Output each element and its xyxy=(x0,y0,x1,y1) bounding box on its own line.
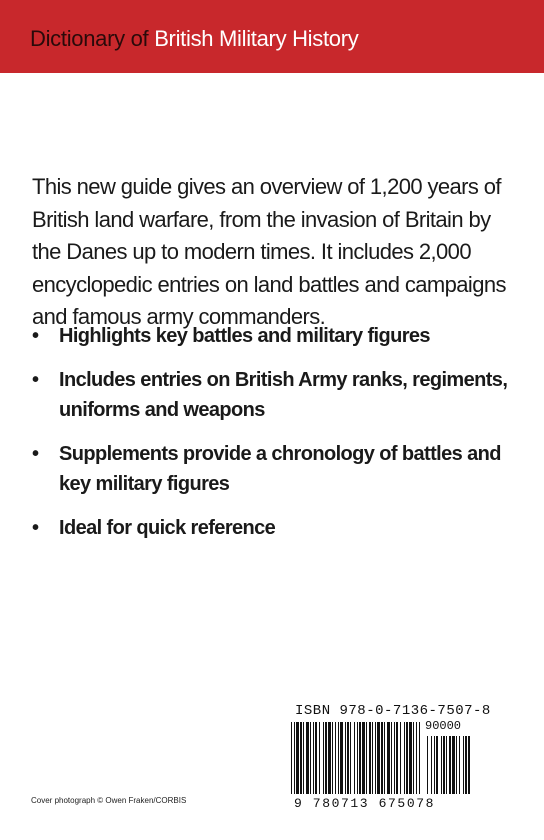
barcode-bar xyxy=(291,722,292,794)
feature-item xyxy=(32,321,512,351)
barcode-bar xyxy=(332,722,333,794)
barcode-bar xyxy=(391,722,392,794)
barcode-bar xyxy=(416,722,417,794)
feature-text: Supplements provide a chronology of battles and key military figures xyxy=(59,443,501,495)
barcode-bar xyxy=(313,722,314,794)
feature-text: Highlights key battles and military figures xyxy=(59,325,430,347)
barcode-bar xyxy=(319,722,320,794)
barcode-bar xyxy=(377,722,380,794)
addon-bar xyxy=(427,736,428,794)
price-code: 90000 xyxy=(425,719,462,733)
addon-bar xyxy=(436,736,438,794)
barcode-bar xyxy=(384,722,385,794)
addon-bar xyxy=(465,736,467,794)
photo-credit: Cover photograph © Owen Fraken/CORBIS xyxy=(31,796,187,805)
barcode-bar xyxy=(325,722,327,794)
isbn-label: ISBN 978-0-7136-7507-8 xyxy=(295,703,491,719)
barcode-bar xyxy=(306,722,309,794)
barcode-bar xyxy=(381,722,383,794)
barcode-bar xyxy=(300,722,302,794)
barcode-bar xyxy=(419,722,420,794)
book-title xyxy=(30,25,358,53)
barcode-bar xyxy=(413,722,414,794)
feature-item xyxy=(32,439,512,499)
addon-bar xyxy=(434,736,435,794)
barcode-bar xyxy=(396,722,398,794)
barcode-bar xyxy=(409,722,412,794)
bullet-icon: • xyxy=(32,325,39,347)
bullet-icon: • xyxy=(32,369,39,391)
feature-list xyxy=(32,321,512,557)
barcode-bar xyxy=(310,722,311,794)
addon-bar xyxy=(463,736,464,794)
barcode-bar xyxy=(406,722,408,794)
barcode-bar xyxy=(354,722,355,794)
addon-bar xyxy=(456,736,457,794)
book-description: This new guide gives an overview of 1,200 years of British land warfare, from the invasion of Britain by the Danes up to modern times. It includes 2,000 encyclopedic entries on land battles and campaigns and famous army commanders. xyxy=(32,174,506,329)
barcode-bar xyxy=(375,722,376,794)
addon-bar xyxy=(443,736,445,794)
barcode-bar xyxy=(328,722,331,794)
addon-bar xyxy=(449,736,451,794)
addon-bar xyxy=(441,736,442,794)
barcode-bar xyxy=(294,722,295,794)
barcode-bar xyxy=(315,722,317,794)
barcode-bar xyxy=(394,722,395,794)
barcode-bar xyxy=(387,722,390,794)
bullet-icon: • xyxy=(32,443,39,465)
title-main: British Military History xyxy=(154,26,359,51)
barcode-bar xyxy=(350,722,351,794)
barcode-bar xyxy=(345,722,346,794)
barcode-bar xyxy=(369,722,371,794)
feature-item xyxy=(32,513,512,543)
addon-bar xyxy=(446,736,447,794)
barcode-bar xyxy=(400,722,401,794)
title-banner xyxy=(0,0,544,73)
barcode-bar xyxy=(372,722,373,794)
barcode-bar xyxy=(303,722,304,794)
barcode-bar xyxy=(347,722,349,794)
barcode-bar xyxy=(362,722,365,794)
addon-bar xyxy=(431,736,432,794)
addon-bar xyxy=(468,736,470,794)
barcode-bar xyxy=(366,722,367,794)
feature-item xyxy=(32,365,512,425)
title-prefix: Dictionary of xyxy=(30,26,149,51)
addon-bar xyxy=(459,736,460,794)
barcode-bar xyxy=(340,722,343,794)
barcode-bar xyxy=(335,722,336,794)
bullet-icon: • xyxy=(32,517,39,539)
barcode-bar xyxy=(404,722,405,794)
feature-text: Includes entries on British Army ranks, regiments, uniforms and weapons xyxy=(59,369,508,421)
barcode-bar xyxy=(359,722,361,794)
barcode-bar xyxy=(296,722,299,794)
addon-bar xyxy=(452,736,455,794)
ean-digits: 9 780713 675078 xyxy=(294,796,436,811)
barcode-bar xyxy=(338,722,339,794)
feature-text: Ideal for quick reference xyxy=(59,517,276,539)
barcode-bar xyxy=(323,722,324,794)
barcode-bar xyxy=(357,722,358,794)
